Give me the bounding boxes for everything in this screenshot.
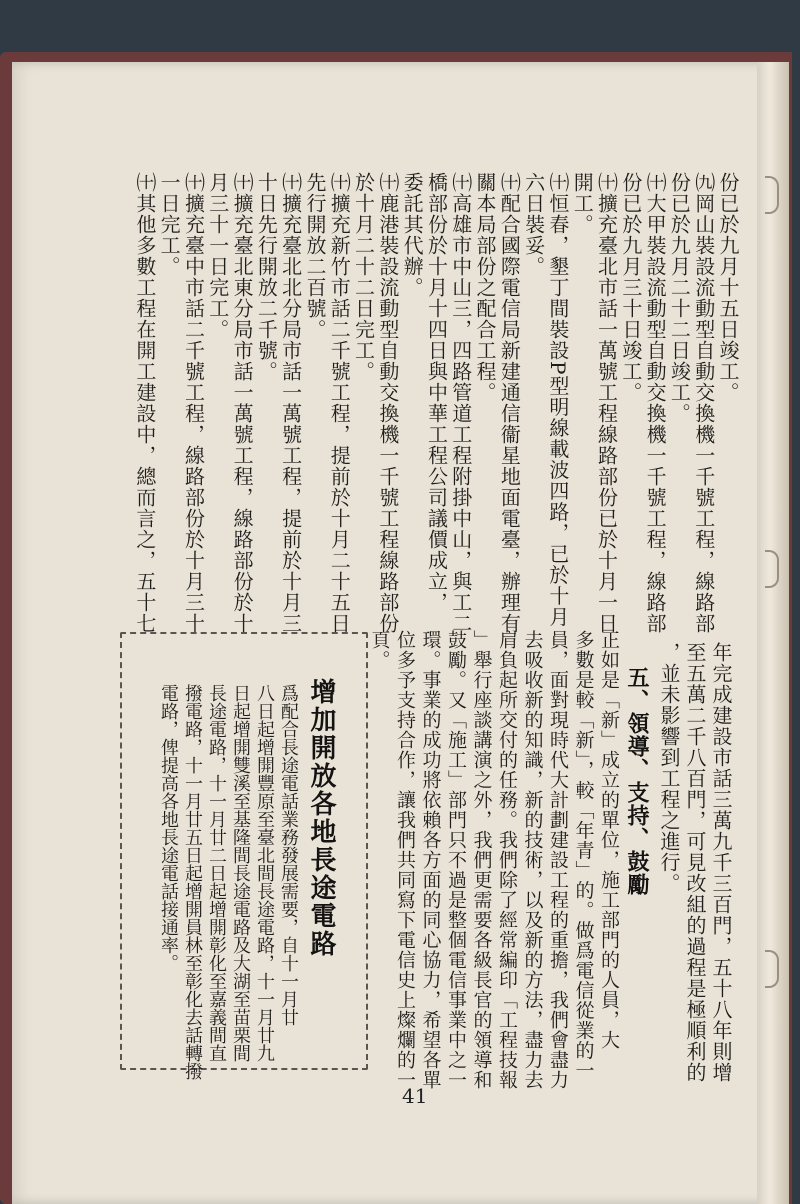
- text-column: 」舉行座談講演之外，我們更需要各級長官的領導和: [470, 630, 493, 1090]
- text-column: 多數是較「新」，較「年青」的。做爲電信從業的一: [572, 630, 595, 1081]
- text-column: 至五萬二千八百門，可見改組的過程是極順利的: [683, 642, 707, 1083]
- text-column: ㈩擴充新竹市話二千號工程，提前於十月二十五日: [327, 172, 352, 634]
- text-column: 十日先行開放二千號。: [254, 172, 279, 382]
- section-heading: 五、領導、支持、鼓勵: [624, 666, 650, 896]
- text-column: 一日完工。: [157, 172, 182, 277]
- stitch-icon: [765, 176, 779, 214]
- notice-line: 爲配合長途電話業務發展需要，自十一月廿: [278, 684, 299, 1026]
- text-column: 關本局部份之配合工程。: [473, 172, 498, 403]
- text-column: ㈩擴充臺北市話一萬號工程線路部份已於十月一日: [594, 172, 619, 634]
- text-column: ㈩大甲裝設流動型自動交換機一千號工程，線路部: [643, 172, 668, 634]
- notice-body: [156, 684, 300, 1080]
- text-column: 去吸收新的知識，新的技術，以及新的方法，盡力去: [521, 630, 544, 1090]
- text-column: 頁。: [368, 630, 391, 670]
- notice-line: 八日起增開豐原至臺北間長途電路，十一月廿九: [254, 684, 275, 1062]
- text-column: 年完成建設市話三萬九千三百門，五十八年則增: [709, 642, 733, 1083]
- text-column: 員，面對現時代大計劃建設工程的重擔，我們會盡力: [547, 630, 569, 1090]
- notice-line: 電路，俾提高各地長途電話接通率。: [158, 684, 179, 972]
- notice-title: 增加開放各地長途電路: [306, 678, 336, 958]
- stitch-icon: [765, 550, 779, 588]
- text-column: ㈩擴充臺中市話二千號工程，線路部份於十月三十: [181, 172, 206, 634]
- text-column: 月三十一日完工。: [205, 172, 230, 340]
- text-column: ㈩鹿港裝設流動型自動交換機一千號工程線路部份: [375, 172, 400, 634]
- text-column: ㈩其他多數工程在開工建設中，總而言之，五十七: [132, 172, 157, 634]
- stitch-icon: [765, 950, 779, 988]
- left-lower-text: [366, 630, 621, 1090]
- book-binding: [757, 62, 789, 1204]
- text-column: 肩負起所交付的任務。我們除了經常編印「工程技報: [496, 630, 518, 1090]
- text-column: ㈨岡山裝設流動型自動交換機一千號工程，線路部: [691, 172, 716, 634]
- notice-line: 長途電路，十一月廿二日起增開彰化至嘉義間直: [206, 684, 227, 1062]
- text-column: 六日裝妥。: [521, 172, 546, 277]
- text-column: 正如是「新」成立的單位，施工部門的人員，大: [598, 630, 620, 1050]
- text-column: ㈩高雄市中山三，四路管道工程附掛中山，與工二: [448, 172, 473, 634]
- text-column: 於十月二十二日完工。: [351, 172, 376, 382]
- text-column: ㈩擴充臺北東分局市話一萬號工程，線路部份於十: [230, 172, 255, 634]
- text-column: 環。事業的成功將依賴各方面的同心協力，希望各單: [419, 630, 442, 1090]
- text-column: ㈩擴充臺北北分局市話一萬號工程，提前於十月三: [278, 172, 303, 634]
- notice-line: 日起增開雙溪至基隆間長途電路及大湖至苗栗間: [230, 684, 251, 1062]
- text-column: 份已於九月二十二日竣工。: [667, 172, 692, 424]
- notice-box: [120, 632, 368, 1080]
- right-lower-text: [656, 642, 734, 1083]
- page-number: 41: [402, 1084, 428, 1108]
- notice-line: 撥電路，十一月廿五日起增開員林至彰化去話轉撥: [182, 684, 203, 1080]
- text-column: 位多予支持合作，讓我們共同寫下電信史上燦爛的一: [394, 630, 416, 1090]
- text-column: 橋部份於十月十四日與中華工程公司議價成立，: [424, 172, 449, 613]
- text-column: ㈩配合國際電信局新建通信衞星地面電臺，辦理有: [497, 172, 522, 634]
- upper-body-text: [132, 172, 740, 634]
- text-column: 委託其代辦。: [400, 172, 425, 298]
- text-column: ，並未影響到工程之進行。: [657, 642, 681, 894]
- text-column: 份已於九月三十日竣工。: [618, 172, 643, 403]
- text-column: ㈩恒春，墾丁間裝設P型明線載波四路，已於十月: [545, 172, 570, 628]
- text-column: 鼓勵。又「施工」部門只不過是整個電信事業中之一: [445, 630, 467, 1090]
- text-column: 開工。: [570, 172, 595, 235]
- text-column: 先行開放二百號。: [302, 172, 327, 340]
- text-column: 份已於九月十五日竣工。: [716, 172, 740, 403]
